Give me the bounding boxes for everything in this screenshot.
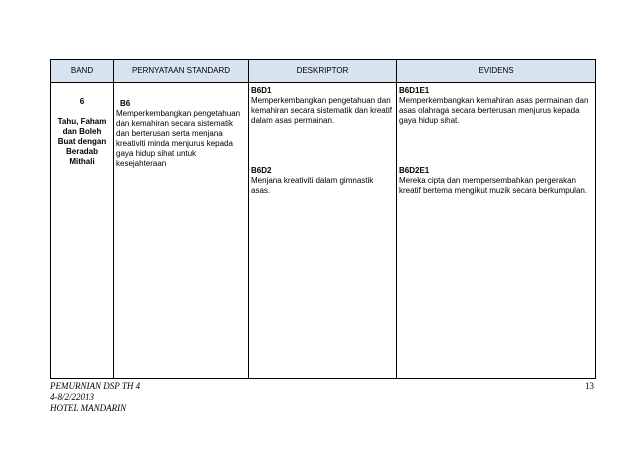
band-descriptor-table xyxy=(50,59,596,379)
descriptor-code-2: B6D2 xyxy=(251,166,272,175)
footer-date: 4-8/2/22013 xyxy=(50,392,94,402)
document-footer xyxy=(50,381,140,414)
evidence-code-2: B6D2E1 xyxy=(399,166,430,175)
evidence-text-2: Mereka cipta dan mempersembahkan pergerakan kreatif bertema mengikut muzik secara berkumpulan. xyxy=(399,176,588,195)
table-header-row xyxy=(51,60,596,83)
table-row xyxy=(51,83,596,379)
standard-text: Memperkembangkan pengetahuan dan kemahiran secara sistematik dan berterusan serta menjana kreativiti minda menjurus kepada gaya hidup sihat untuk kesejahteraan xyxy=(116,109,241,168)
header-evidence: EVIDENS xyxy=(397,60,596,83)
descriptor-text-2: Menjana kreativiti dalam gimnastik asas. xyxy=(251,176,374,195)
evidence-text-1: Memperkembangkan kemahiran asas permainan dan asas olahraga secara berterusan menjurus kepada gaya hidup sihat. xyxy=(399,96,589,125)
header-standard-statement: PERNYATAAN STANDARD xyxy=(114,60,249,83)
footer-venue: HOTEL MANDARIN xyxy=(50,403,127,413)
footer-title: PEMURNIAN DSP TH 4 xyxy=(50,381,141,391)
descriptor-cell xyxy=(249,83,397,379)
descriptor-text-1: Memperkembangkan pengetahuan dan kemahiran secara sistematik dan kreatif dalam asas permainan. xyxy=(251,96,392,125)
page-number: 13 xyxy=(585,381,594,391)
band-cell xyxy=(51,83,114,379)
band-label: Tahu, Faham dan Boleh Buat dengan Beradab Mithali xyxy=(57,117,107,166)
descriptor-code-1: B6D1 xyxy=(251,86,272,95)
evidence-cell xyxy=(397,83,596,379)
header-band: BAND xyxy=(51,60,114,83)
standard-code: B6 xyxy=(120,99,131,108)
evidence-code-1: B6D1E1 xyxy=(399,86,430,95)
standard-cell xyxy=(114,83,249,379)
header-descriptor: DESKRIPTOR xyxy=(249,60,397,83)
band-number: 6 xyxy=(79,97,85,106)
